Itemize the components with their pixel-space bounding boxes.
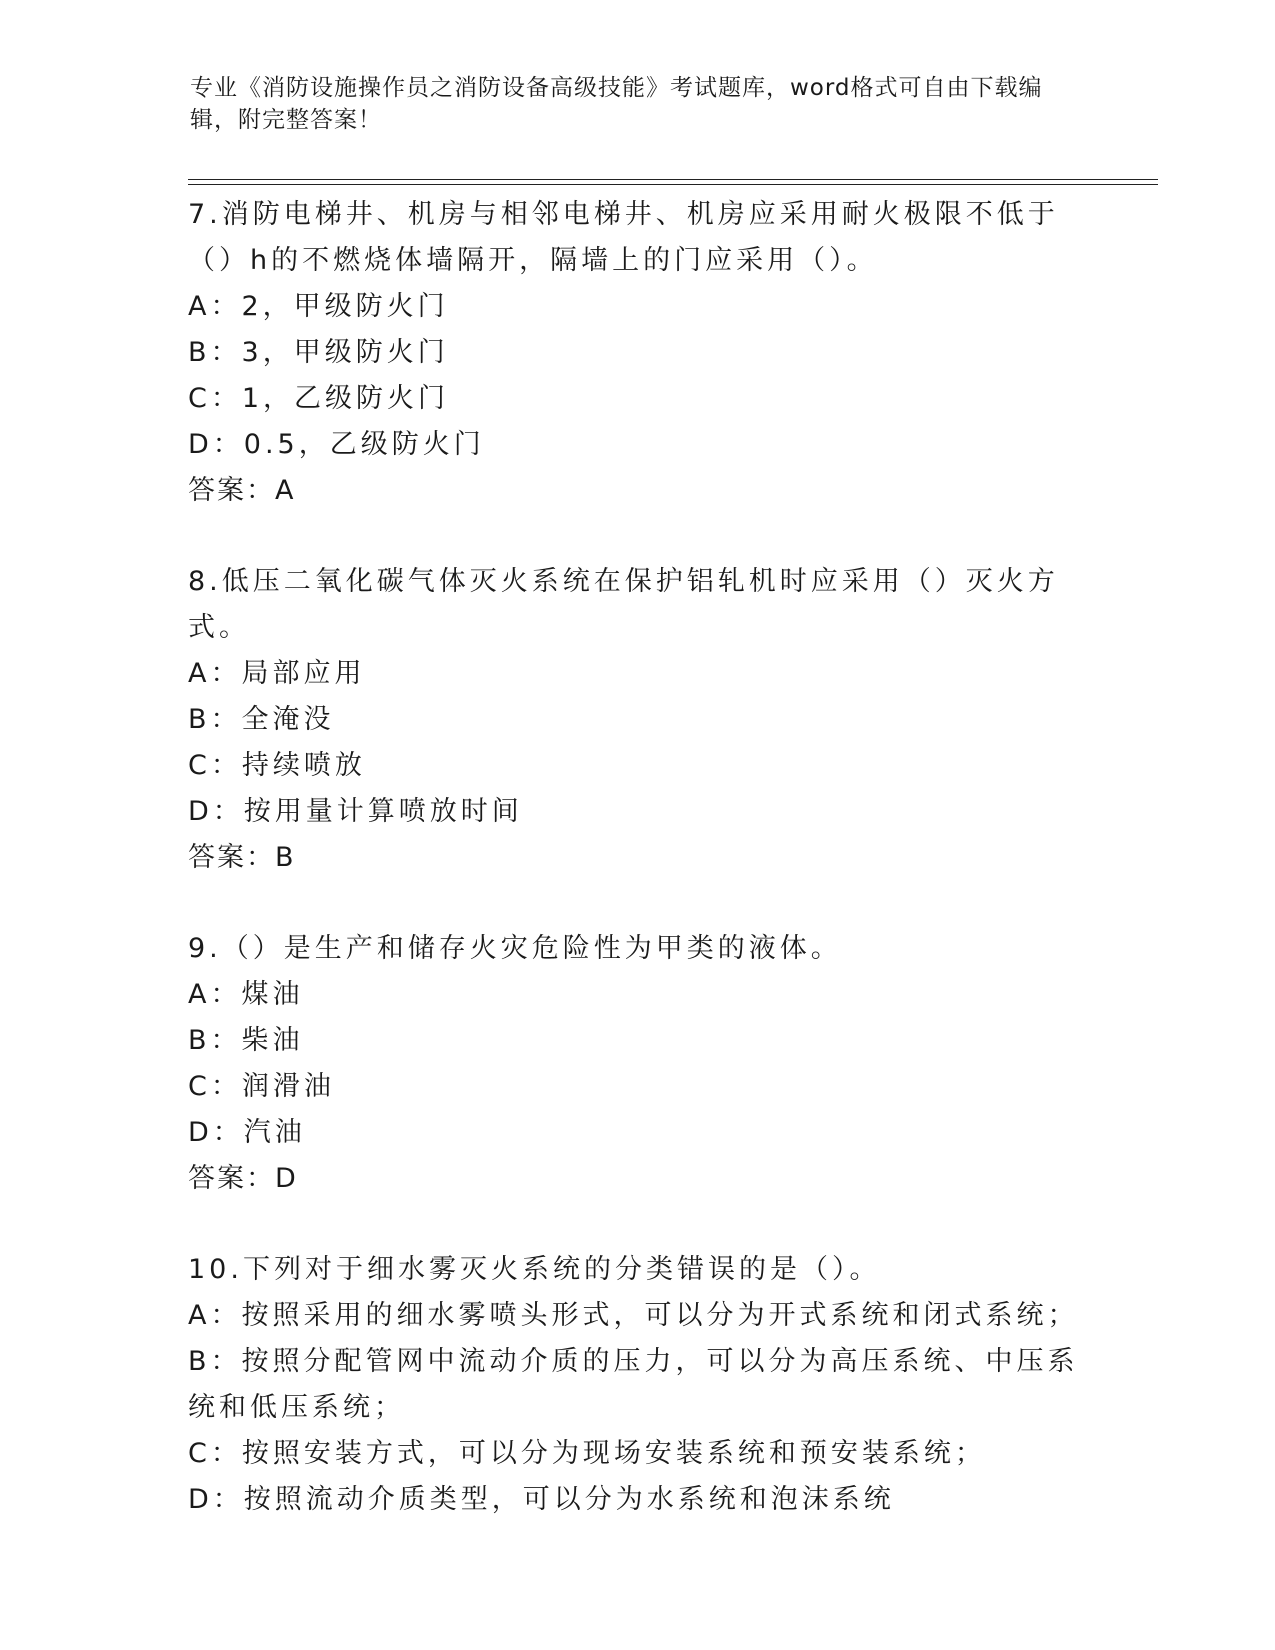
option-b: B：柴油 — [188, 1025, 304, 1056]
question-stem: 9.（）是生产和储存火灾危险性为甲类的液体。 — [188, 933, 842, 964]
option-a: A：按照采用的细水雾喷头形式，可以分为开式系统和闭式系统； — [188, 1300, 1079, 1331]
header-divider-bottom — [188, 184, 1158, 185]
option-d: D：0.5，乙级防火门 — [188, 429, 485, 460]
question-list — [188, 192, 1088, 1523]
option-c: C：润滑油 — [188, 1071, 335, 1102]
question-9 — [188, 926, 1088, 1202]
question-stem: 10.下列对于细水雾灭火系统的分类错误的是（）。 — [188, 1254, 881, 1285]
option-c: C：1，乙级防火门 — [188, 383, 450, 414]
option-a: A：2，甲级防火门 — [188, 291, 449, 322]
option-c: C：持续喷放 — [188, 750, 366, 781]
answer: 答案：D — [188, 1163, 298, 1194]
question-stem: 8.低压二氧化碳气体灭火系统在保护铝轧机时应采用（）灭火方式。 — [188, 566, 1059, 643]
question-stem: 7.消防电梯井、机房与相邻电梯井、机房应采用耐火极限不低于（）h的不燃烧体墙隔开，隔墙上的门应采用（）。 — [188, 199, 1059, 276]
option-c: C：按照安装方式，可以分为现场安装系统和预安装系统； — [188, 1438, 986, 1469]
question-7 — [188, 192, 1088, 514]
answer: 答案：B — [188, 842, 296, 873]
answer: 答案：A — [188, 475, 296, 506]
option-d: D：按用量计算喷放时间 — [188, 796, 523, 827]
header-divider-top — [188, 179, 1158, 180]
document-header: 专业《消防设施操作员之消防设备高级技能》考试题库，word格式可自由下载编辑，附完整答案！ — [190, 75, 1043, 133]
option-a: A：煤油 — [188, 979, 304, 1010]
option-b: B：3，甲级防火门 — [188, 337, 449, 368]
question-8 — [188, 559, 1088, 881]
option-b: B：按照分配管网中流动介质的压力，可以分为高压系统、中压系统和低压系统； — [188, 1346, 1079, 1423]
option-b: B：全淹没 — [188, 704, 335, 735]
option-d: D：按照流动介质类型，可以分为水系统和泡沫系统 — [188, 1484, 895, 1515]
option-d: D：汽油 — [188, 1117, 306, 1148]
question-10 — [188, 1247, 1088, 1523]
option-a: A：局部应用 — [188, 658, 366, 689]
